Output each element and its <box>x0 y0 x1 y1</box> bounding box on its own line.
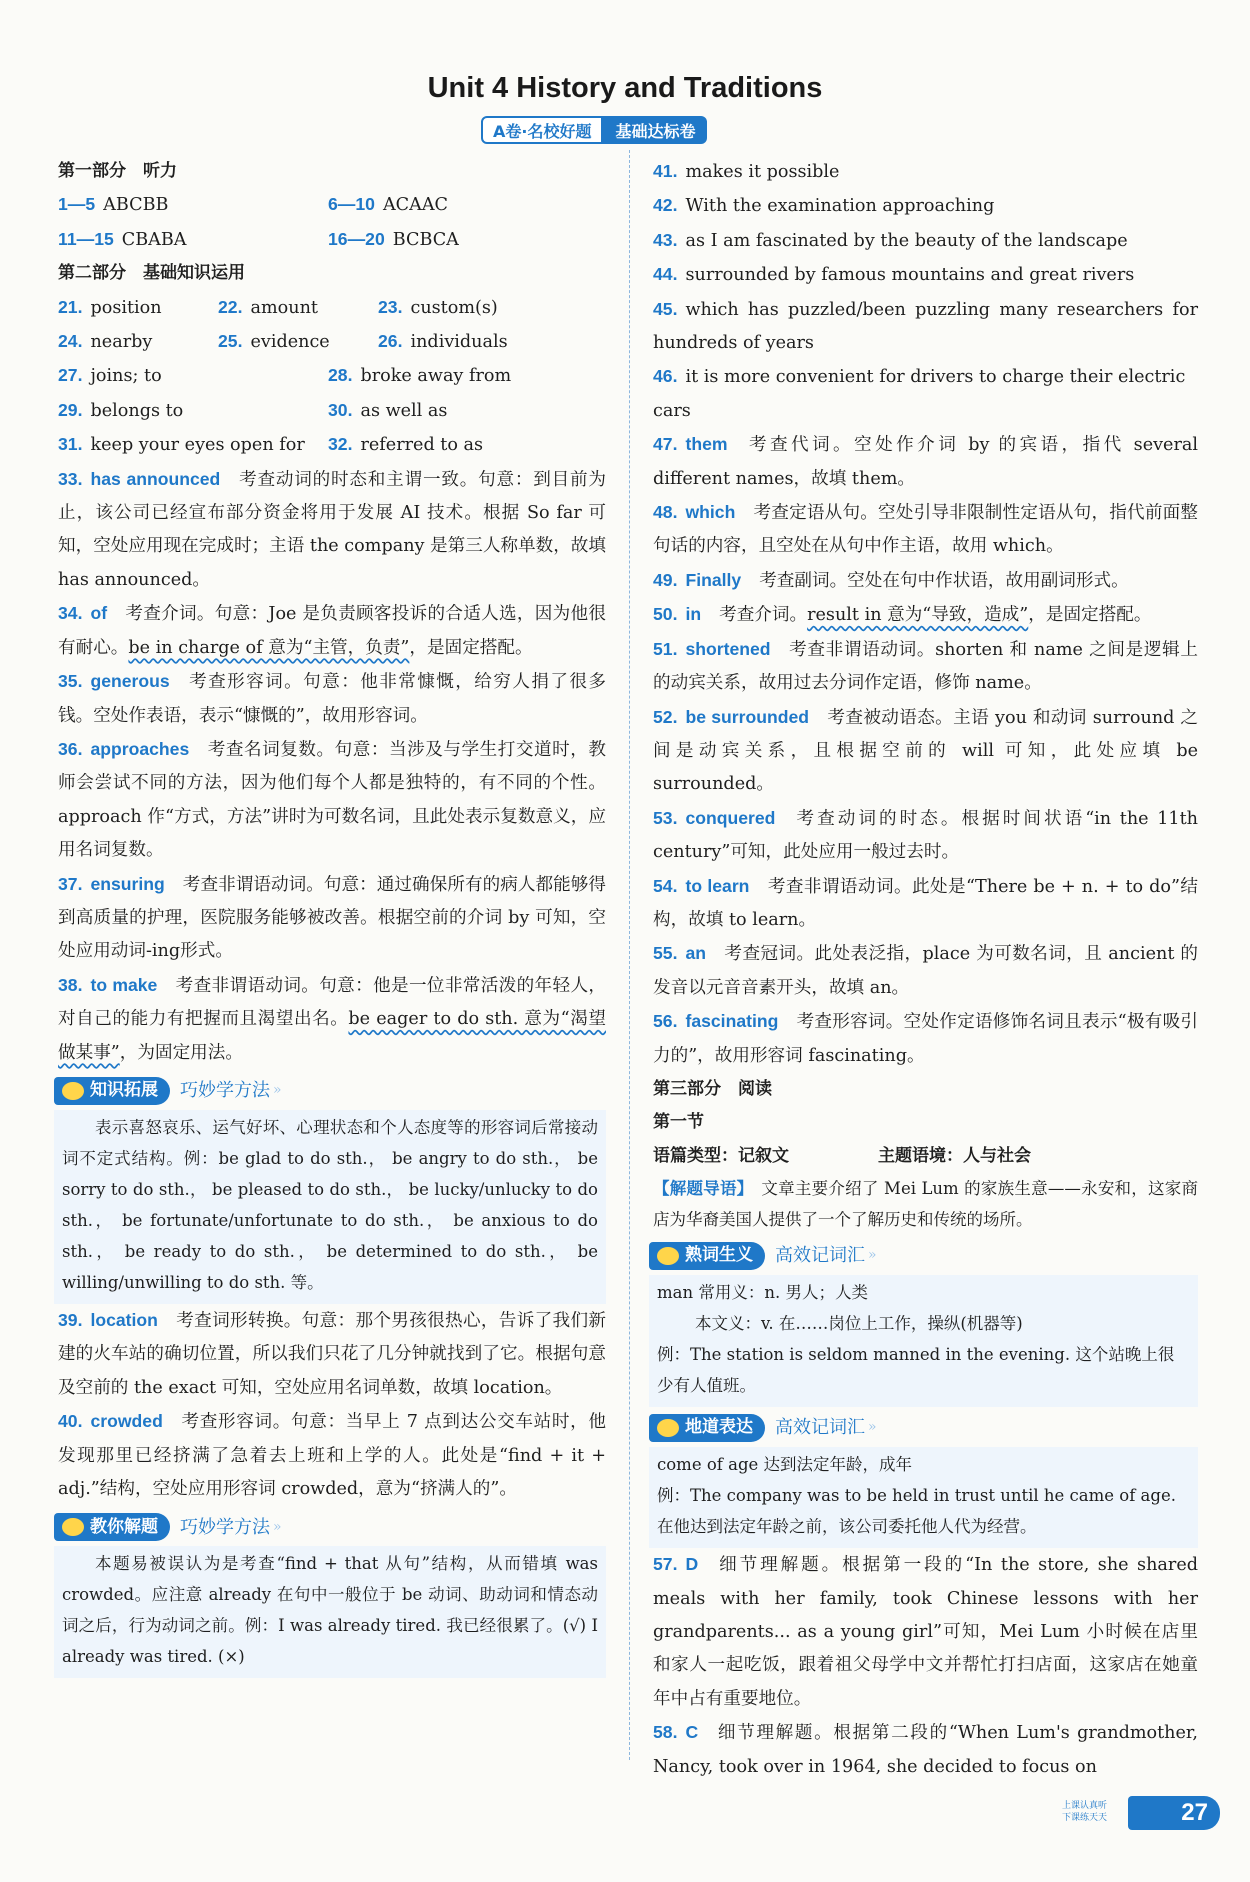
q-num: 34. <box>58 603 83 624</box>
q-text: 考查介词。句意：Joe 是负责顾客投诉的合适人选，因为他很有耐心。 <box>58 604 606 658</box>
q-num: 22. <box>218 296 243 317</box>
q-num: 45. <box>653 298 678 319</box>
q-ans: With the examination approaching <box>685 196 995 217</box>
section-title: 第一节 <box>653 1112 704 1133</box>
q-ans: which has puzzled/been puzzling many researchers for hundreds of years <box>653 299 1198 354</box>
answer: ACAAC <box>382 195 448 216</box>
q35-explanation <box>58 665 606 733</box>
tip-sub: 巧妙学方法 <box>180 1080 270 1102</box>
q-num: 53. <box>653 807 678 828</box>
answer-row <box>58 291 606 325</box>
q-num: 33. <box>58 468 83 489</box>
page-title: Unit 4 History and Traditions <box>427 72 823 104</box>
right-column <box>653 155 1198 1784</box>
q-ans: approaches <box>90 738 190 759</box>
q51-explanation <box>653 633 1198 701</box>
slogan-line: 下课练天天 <box>1062 1813 1108 1823</box>
answer-line <box>653 360 1198 428</box>
q-num: 21. <box>58 296 83 317</box>
q52-explanation <box>653 701 1198 802</box>
q-ans: has announced <box>90 468 221 489</box>
q-ans: joins; to <box>90 366 162 387</box>
genre-label: 语篇类型：记叙文 <box>653 1145 789 1166</box>
answer-row <box>58 428 606 462</box>
q-num: 47. <box>653 434 678 455</box>
q-num: 35. <box>58 671 83 692</box>
q33-explanation <box>58 463 606 598</box>
part1-title: 第一部分 听力 <box>58 161 177 181</box>
q-text: ，为固定用法。 <box>119 1042 243 1063</box>
q-ans: as well as <box>360 400 448 421</box>
footer-slogan <box>1062 1800 1107 1824</box>
q-ans: amount <box>250 297 318 318</box>
tip-label-text: 地道表达 <box>685 1417 753 1438</box>
bee-icon <box>62 1518 84 1536</box>
q-ans: D <box>685 1554 699 1575</box>
q-num: 44. <box>653 264 678 285</box>
answer-line <box>653 155 1198 189</box>
q-num: 42. <box>653 195 678 216</box>
q-ans: it is more convenient for drivers to charge their electric cars <box>653 367 1186 421</box>
tip-sub: 高效记词汇 <box>775 1245 865 1267</box>
q-num: 43. <box>653 229 678 250</box>
range: 11—15 <box>58 228 114 249</box>
q-num: 38. <box>58 974 83 995</box>
q54-explanation <box>653 870 1198 938</box>
q-num: 26. <box>378 331 403 352</box>
q-text: 考查形容词。句意：他非常慷慨，给穷人捐了很多钱。空处作表语，表示“慷慨的”，故用形容词。 <box>58 672 606 726</box>
theme-label: 主题语境：人与社会 <box>878 1145 1031 1166</box>
q-num: 54. <box>653 875 678 896</box>
tip-label-text: 熟词生义 <box>685 1245 753 1266</box>
double-chevron-icon: » <box>868 1247 877 1264</box>
q-text: ，是固定搭配。 <box>1028 605 1152 626</box>
q-ans: ensuring <box>90 873 165 894</box>
q-text: 考查动词的时态和主谓一致。句意：到目前为止，该公司已经宣布部分资金将用于发展 AI 技术。根据 So far 可知，空处应用现在完成时；主语 the company 是第三人称单数，故填 has announced。 <box>58 469 606 590</box>
answer: BCBCA <box>392 229 459 250</box>
listening-row <box>58 188 606 222</box>
q-num: 37. <box>58 873 83 894</box>
q-ans: which <box>685 502 736 523</box>
q-num: 48. <box>653 502 678 523</box>
q-num: 32. <box>328 434 353 455</box>
q-ans: C <box>685 1722 699 1743</box>
tip-header <box>54 1076 606 1106</box>
q-ans: referred to as <box>360 435 484 456</box>
tip-line: come of age 达到法定年龄，成年 <box>657 1455 913 1475</box>
q-ans: makes it possible <box>685 162 840 182</box>
q-text: 考查形容词。句意：当早上 7 点到达公交车站时，他发现那里已经挤满了急着去上班和上学的人。此处是“find + it + adj.”结构，空处应用形容词 crowded，意为“挤满人的”。 <box>58 1412 606 1499</box>
tip-header <box>54 1512 606 1542</box>
q-num: 29. <box>58 399 83 420</box>
q39-explanation <box>58 1304 606 1405</box>
q-ans: them <box>685 434 728 455</box>
q50-explanation <box>653 598 1198 632</box>
q-text: 考查非谓语动词。句意：通过确保所有的病人都能够得到高质量的护理，医院服务能够被改善。根据空前的介词 by 可知，空处应用动词-ing形式。 <box>58 874 606 962</box>
q58-explanation <box>653 1716 1198 1784</box>
q-text: 考查非谓语动词。句意：他是一位非常活泼的年轻人，对自己的能力有把握而且渴望出名。 <box>58 975 606 1030</box>
tip-text: 本题易被误认为是考查“find + that 从句”结构，从而错填 was crowded。应注意 already 在句中一般位于 be 动词、助动词和情态动词之后，行为动词之前。例：I was already tired. 我已经很累了。(√) I already was tired. (×) <box>62 1554 598 1667</box>
bee-icon <box>657 1247 679 1265</box>
q56-explanation <box>653 1005 1198 1073</box>
q-text: 考查副词。空处在句中作状语，故用副词形式。 <box>759 570 1129 591</box>
q-ans: conquered <box>685 807 776 828</box>
q-ans: generous <box>90 671 170 692</box>
q-text: 考查词形转换。句意：那个男孩很热心，告诉了我们新建的火车站的确切位置，所以我们只花了几分钟就找到了它。根据句意及空前的 the exact 可知，空处应用名词单数，故填 location。 <box>58 1310 606 1398</box>
tip-line: man 常用义：n. 男人；人类 <box>657 1283 868 1303</box>
q55-explanation <box>653 937 1198 1005</box>
q-num: 40. <box>58 1411 83 1432</box>
answer-line <box>653 189 1198 223</box>
q-text: 细节理解题。根据第二段的“When Lum's grandmother, Nancy, took over in 1964, she decided to focus on <box>653 1723 1198 1777</box>
q36-explanation <box>58 733 606 868</box>
q-num: 50. <box>653 604 678 625</box>
tip-label <box>54 1513 170 1541</box>
q-ans: as I am fascinated by the beauty of the landscape <box>685 230 1128 251</box>
q-text: 考查非谓语动词。此处是“There be + n. + to do”结构，故填 to learn。 <box>653 876 1198 930</box>
guide-paragraph <box>653 1173 1198 1235</box>
tip-label-text: 知识拓展 <box>90 1080 158 1101</box>
q-num: 39. <box>58 1309 83 1330</box>
q-text: 考查冠词。此处表泛指，place 为可数名词，且 ancient 的发音以元音音素开头，故填 an。 <box>653 944 1198 998</box>
q-text: 考查被动语态。主语 you 和动词 surround 之间是动宾关系，且根据空前的 will 可知，此处应填 be surrounded。 <box>653 707 1198 795</box>
q-text: 考查名词复数。句意：当涉及与学生打交道时，教师会尝试不同的方法，因为他们每个人都是独特的，有不同的个性。approach 作“方式，方法”讲时为可数名词，且此处表示复数意义，应用名词复数。 <box>58 739 606 861</box>
tip-label-text: 教你解题 <box>90 1516 158 1537</box>
guide-label: 【解题导语】 <box>653 1179 754 1199</box>
q-ans: evidence <box>250 332 330 353</box>
page-number-badge <box>1128 1796 1220 1830</box>
range: 16—20 <box>328 228 385 249</box>
double-chevron-icon: » <box>868 1419 877 1436</box>
q-num: 58. <box>653 1722 678 1743</box>
key-phrase: be in charge of 意为“主管，负责” <box>128 637 410 658</box>
q-ans: shortened <box>685 638 771 659</box>
q-num: 41. <box>653 161 678 181</box>
q-ans: custom(s) <box>410 297 498 318</box>
tip-label <box>649 1242 765 1270</box>
banner-left: A卷·名校好题 <box>481 116 603 144</box>
double-chevron-icon: » <box>273 1082 282 1099</box>
key-phrase: result in 意为“导致，造成” <box>807 605 1029 626</box>
answer-line <box>653 224 1198 258</box>
q-num: 55. <box>653 943 678 964</box>
answer: ABCBB <box>103 195 169 216</box>
q-num: 51. <box>653 638 678 659</box>
tip-text: 表示喜怒哀乐、运气好坏、心理状态和个人态度等的形容词后常接动词不定式结构。例：be glad to do sth.， be angry to do sth.， be sorry to do sth.， be pleased to do sth.， be lucky/unlucky to do sth.， be fortunate/unfortunate to do sth.， be anxious to do sth.， be ready to do sth.， be determined to do sth.， be willing/unwilling to do sth. 等。 <box>62 1117 598 1292</box>
answer-line <box>653 258 1198 292</box>
q-ans: location <box>90 1309 158 1330</box>
listening-row <box>58 223 606 257</box>
q-ans: to make <box>90 974 158 995</box>
tip-label <box>649 1414 765 1442</box>
guide-text: 文章主要介绍了 Mei Lum 的家族生意——永安和，这家商店为华裔美国人提供了一个了解历史和传统的场所。 <box>653 1179 1199 1230</box>
part2-title: 第二部分 基础知识运用 <box>58 263 245 284</box>
tip-header <box>649 1241 1198 1271</box>
banner-right: 基础达标卷 <box>603 116 707 144</box>
q-num: 49. <box>653 569 678 590</box>
q-text: 考查介词。 <box>719 605 808 626</box>
tip-box <box>649 1447 1198 1548</box>
q-num: 27. <box>58 365 83 386</box>
range: 6—10 <box>328 194 375 215</box>
answer-row <box>58 325 606 359</box>
answer-line <box>653 293 1198 361</box>
q-ans: nearby <box>90 332 153 353</box>
tip-line: 本文义：v. 在……岗位上工作，操纵(机器等) <box>695 1314 1023 1334</box>
q-num: 23. <box>378 296 403 317</box>
tip-sub: 高效记词汇 <box>775 1417 865 1439</box>
tip-line: 例：The station is seldom manned in the evening. 这个站晚上很少有人值班。 <box>657 1345 1175 1396</box>
q-num: 24. <box>58 331 83 352</box>
column-divider <box>629 150 630 1760</box>
q-ans: an <box>685 943 707 964</box>
q53-explanation <box>653 802 1198 870</box>
q-text: 考查动词的时态。根据时间状语“in the 11th century”可知，此处应用一般过去时。 <box>653 808 1198 863</box>
q49-explanation <box>653 564 1198 598</box>
q-text: 考查定语从句。空处引导非限制性定语从句，指代前面整句话的内容，且空处在从句中作主语，故用 which。 <box>653 503 1198 557</box>
answer-row <box>58 394 606 428</box>
q-ans: position <box>90 297 162 318</box>
q38-explanation <box>58 969 606 1070</box>
q-ans: broke away from <box>360 366 512 387</box>
tip-label <box>54 1077 170 1105</box>
tip-box <box>649 1275 1198 1407</box>
q-num: 36. <box>58 738 83 759</box>
q-ans: crowded <box>90 1411 163 1432</box>
section-banner <box>481 116 707 144</box>
q-ans: Finally <box>685 569 742 590</box>
q57-explanation <box>653 1548 1198 1716</box>
bee-icon <box>62 1082 84 1100</box>
q-ans: belongs to <box>90 400 184 421</box>
left-column <box>58 155 606 1678</box>
answer: CBABA <box>121 229 187 250</box>
q-ans: be surrounded <box>685 706 810 727</box>
page-number: 27 <box>1181 1799 1208 1826</box>
q-ans: of <box>90 603 108 624</box>
q-text: 考查代词。空处作介词 by 的宾语，指代 several different names，故填 them。 <box>653 435 1198 489</box>
q-ans: individuals <box>410 332 508 353</box>
q-text: 考查非谓语动词。shorten 和 name 之间是逻辑上的动宾关系，故用过去分词作定语，修饰 name。 <box>653 639 1198 694</box>
q-num: 25. <box>218 331 243 352</box>
q-ans: fascinating <box>685 1011 779 1032</box>
q-ans: keep your eyes open for <box>90 435 305 456</box>
q34-explanation <box>58 597 606 665</box>
range: 1—5 <box>58 194 96 215</box>
answer-row <box>58 359 606 393</box>
bee-icon <box>657 1419 679 1437</box>
passage-meta <box>653 1140 1198 1173</box>
q-text: 考查形容词。空处作定语修饰名词且表示“极有吸引力的”，故用形容词 fascinating。 <box>653 1012 1198 1066</box>
key-phrase: be eager to do sth. 意为“渴望做某事” <box>58 1009 606 1063</box>
q47-explanation <box>653 428 1198 496</box>
q-num: 30. <box>328 399 353 420</box>
slogan-line: 上课认真听 <box>1062 1801 1108 1811</box>
tip-box <box>54 1546 606 1678</box>
q-text: ，是固定搭配。 <box>409 637 533 658</box>
q-ans: to learn <box>685 875 750 896</box>
q40-explanation <box>58 1405 606 1506</box>
q-num: 52. <box>653 706 678 727</box>
q-ans: in <box>685 604 702 625</box>
q-num: 28. <box>328 365 353 386</box>
tip-box <box>54 1110 606 1304</box>
tip-line: 例：The company was to be held in trust until he came of age. 在他达到法定年龄之前，该公司委托他人代为经营。 <box>657 1486 1176 1537</box>
tip-header <box>649 1413 1198 1443</box>
q-text: 细节理解题。根据第一段的“In the store, she shared meals with her family, took Chinese lessons with her grandparents... as a young girl”可知，Mei Lum 小时候在店里和家人一起吃饭，跟着祖父母学中文并帮忙打扫店面，这家店在她童年中占有重要地位。 <box>653 1555 1198 1709</box>
q37-explanation <box>58 868 606 969</box>
q-ans: surrounded by famous mountains and great rivers <box>685 265 1135 286</box>
q48-explanation <box>653 496 1198 564</box>
part3-title: 第三部分 阅读 <box>653 1078 772 1099</box>
q-num: 31. <box>58 434 83 455</box>
q-num: 46. <box>653 366 678 387</box>
q-num: 56. <box>653 1011 678 1032</box>
tip-sub: 巧妙学方法 <box>180 1516 270 1538</box>
q-num: 57. <box>653 1554 678 1575</box>
double-chevron-icon: » <box>273 1518 282 1535</box>
